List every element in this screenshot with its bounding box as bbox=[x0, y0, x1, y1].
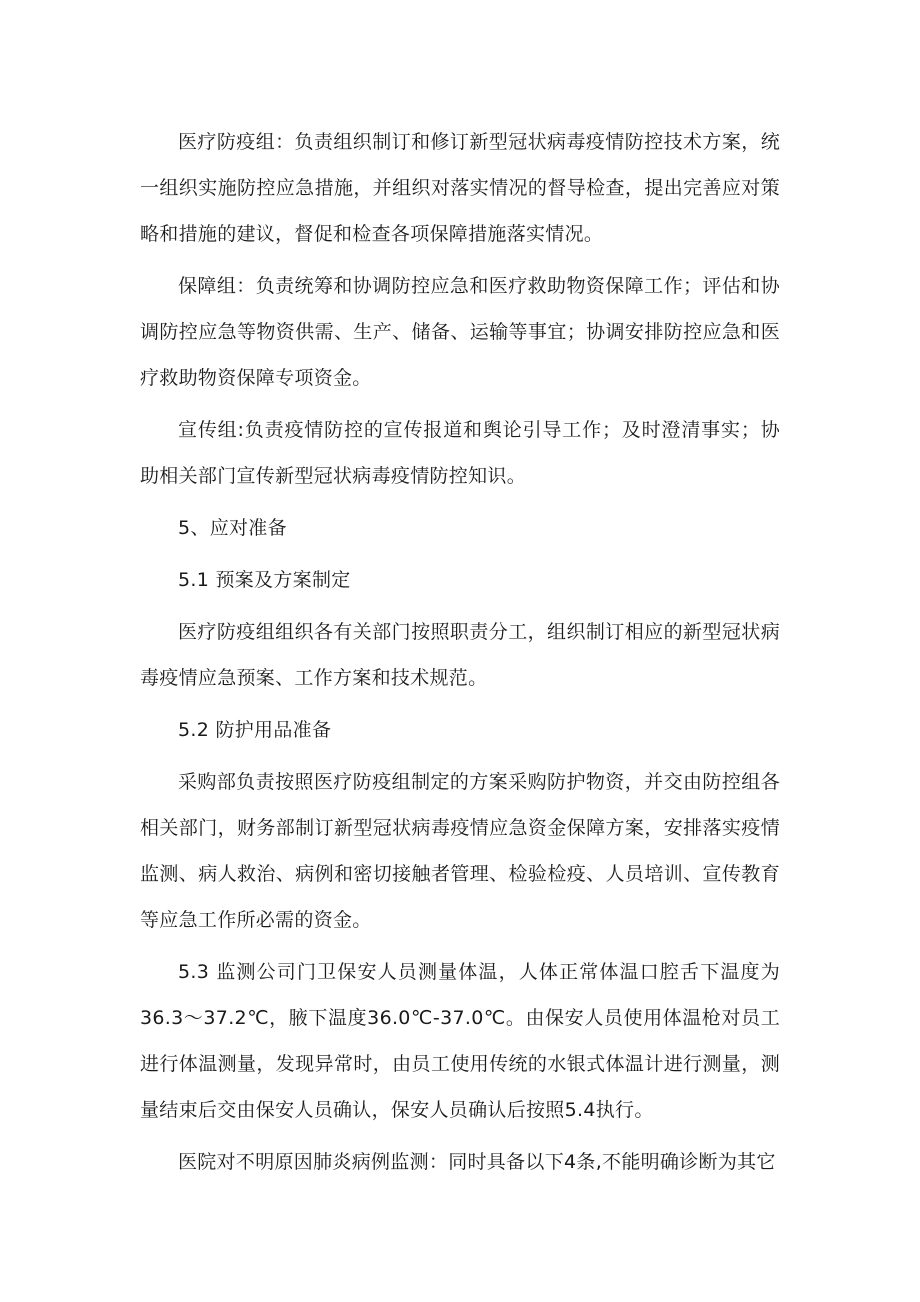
section-heading-5: 5、应对准备 bbox=[178, 517, 287, 539]
paragraph-medical-team: 医疗防疫组：负责组织制订和修订新型冠状病毒疫情防控技术方案，统一组织实施防控应急措施，并组织对落实情况的督导检查，提出完善应对策略和措施的建议，督促和检查各项保障措施落实情况。 bbox=[140, 131, 780, 245]
paragraph-protective-supplies: 采购部负责按照医疗防疫组制定的方案采购防护物资，并交由防控组各相关部门，财务部制订新型冠状病毒疫情应急资金保障方案，安排落实疫情监测、病人救治、病例和密切接触者管理、检验检疫、人员培训、宣传教育等应急工作所必需的资金。 bbox=[140, 771, 780, 931]
paragraph-pneumonia-monitoring: 医院对不明原因肺炎病例监测：同时具备以下4条,不能明确诊断为其它 bbox=[178, 1151, 776, 1173]
section-heading-5-2: 5.2 防护用品准备 bbox=[178, 719, 332, 741]
paragraph-publicity-team: 宣传组:负责疫情防控的宣传报道和舆论引导工作；及时澄清事实；协助相关部门宣传新型冠状病毒疫情防控知识。 bbox=[140, 419, 780, 487]
document-body bbox=[140, 119, 780, 1185]
paragraph-temperature-monitoring: 5.3 监测公司门卫保安人员测量体温，人体正常体温口腔舌下温度为36.3～37.2℃，腋下温度36.0℃-37.0℃。由保安人员使用体温枪对员工进行体温测量，发现异常时，由员工使用传统的水银式体温计进行测量，测量结束后交由保安人员确认，保安人员确认后按照5.4执行。 bbox=[140, 961, 780, 1121]
paragraph-plan-formulation: 医疗防疫组组织各有关部门按照职责分工，组织制订相应的新型冠状病毒疫情应急预案、工作方案和技术规范。 bbox=[140, 621, 780, 689]
paragraph-support-team: 保障组：负责统筹和协调防控应急和医疗救助物资保障工作；评估和协调防控应急等物资供需、生产、储备、运输等事宜；协调安排防控应急和医疗救助物资保障专项资金。 bbox=[140, 275, 780, 389]
section-heading-5-1: 5.1 预案及方案制定 bbox=[178, 569, 351, 591]
